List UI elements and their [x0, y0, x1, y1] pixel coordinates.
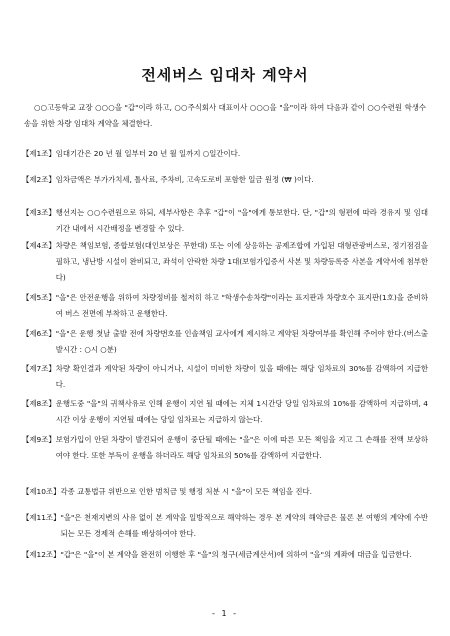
- article-number: 【제3조】: [22, 208, 56, 217]
- article-text: 차량 확인결과 계약된 차량이 아니거나, 시설이 미비한 차량이 있을 때에는 해당 임차료의 30%를 감액하여 지급한다.: [55, 364, 428, 389]
- article-number: 【제5조】: [22, 293, 56, 302]
- article-6: [22, 326, 428, 358]
- document-title: 전세버스 임대차 계약서: [141, 66, 309, 84]
- article-text: 운행도중 "을"의 귀책사유로 인해 운행이 지연 될 때에는 지체 1시간당 당일 임차료의 10%를 감액하여 지급하며, 4시간 이상 운행이 지연될 때에는 당일 임차료는 지급하지 않는다.: [55, 399, 428, 424]
- article-text: 임대기간은 20 년 월 일부터 20 년 월 일까지 ○일간이다.: [55, 149, 241, 158]
- article-7: [22, 361, 428, 393]
- article-text: "갑"은 "을"이 본 계약을 완전히 이행한 후 "을"의 청구(세금계산서)에 의하여 "을"의 계좌에 대금을 입금한다.: [60, 550, 412, 559]
- article-number: 【제7조】: [22, 364, 56, 373]
- article-text: 차량은 책임보험, 종합보험(대인보상은 무한대) 또는 이에 상응하는 공제조합에 가입된 대형관광버스로, 정기점검을 필하고, 냉난방 시설이 완비되고, 좌석이 안락한 차량 1대(보험가입증서 사본 및 차량등록증 사본을 계약서에 첨부한다): [55, 241, 428, 282]
- page-number: - 1 -: [212, 609, 238, 618]
- article-text: 임차금액은 부가가치세, 톨사료, 주차비, 고속도로비 포함한 일금 원정 (₩ )이다.: [55, 175, 314, 184]
- article-2: [22, 172, 428, 188]
- article-number: 【제8조】: [22, 399, 56, 408]
- article-12: [22, 547, 428, 563]
- article-3: [22, 205, 428, 237]
- article-number: 【제11조】: [22, 513, 61, 522]
- article-number: 【제2조】: [22, 175, 56, 184]
- article-text: 행선지는 ○○수련원으로 하되, 세부사항은 추후 "갑"이 "을"에게 통보한다. 단, "갑"의 형편에 따라 경유지 및 임대기간 내에서 시간배정을 변경할 수 있다.: [55, 208, 428, 233]
- article-number: 【제4조】: [22, 241, 56, 250]
- article-text: "을"은 천재지변의 사유 없이 본 계약을 일방적으로 해약하는 경우 본 계약의 해약금은 물론 본 여행의 계약에 수반되는 모든 경제적 손해를 배상하여야 한다.: [60, 513, 428, 538]
- article-10: [22, 484, 428, 500]
- article-9: [22, 432, 428, 464]
- article-number: 【제6조】: [22, 329, 56, 338]
- intro-paragraph: ○○고등학교 교장 ○○○을 "갑"이라 하고, ○○주식회사 대표이사 ○○○을 "을"이라 하여 다음과 같이 ○○수련원 학생수송을 위한 차량 임대차 계약을 체결한다.: [24, 103, 426, 128]
- article-text: "을"은 안전운행을 위하여 차량정비를 철저히 하고 "학생수송차량"이라는 표지판과 차량호수 표지판(1호)을 준비하여 버스 전면에 부착하고 운행한다.: [55, 293, 428, 318]
- article-text: 보험가입이 안된 차량이 발견되어 운행이 중단될 때에는 "을"은 이에 따른 모든 책임을 지고 그 손해를 전액 보상하여야 한다. 또한 부득이 운행을 하더라도 해당 임차료의 50%를 감액하여 지급한다.: [55, 435, 428, 460]
- article-text: "을"은 운행 첫날 출발 전에 차량번호를 인솔책임 교사에게 제시하고 계약된 차량여부를 확인해 주어야 한다.(버스출발시간 : ○시 ○분): [55, 329, 428, 354]
- article-1: [22, 146, 428, 162]
- article-4: [22, 238, 428, 286]
- article-number: 【제10조】: [22, 487, 61, 496]
- article-8: [22, 396, 428, 428]
- article-text: 각종 교통법규 위반으로 인한 범칙금 및 행정 처분 시 "을"이 모든 책임을 진다.: [60, 487, 312, 496]
- article-11: [22, 510, 428, 542]
- article-5: [22, 290, 428, 322]
- article-number: 【제12조】: [22, 550, 61, 559]
- article-number: 【제1조】: [22, 149, 56, 158]
- article-number: 【제9조】: [22, 435, 56, 444]
